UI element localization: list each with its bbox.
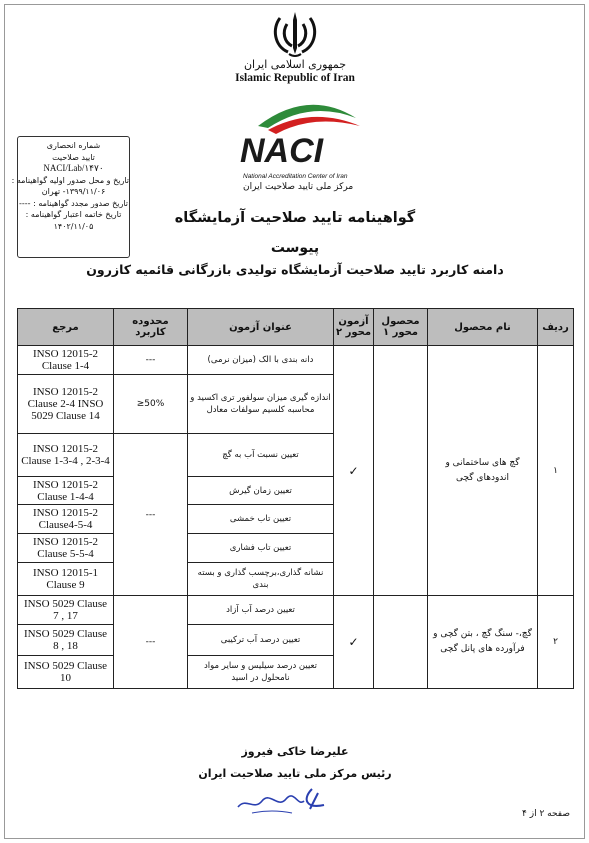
limit-cell: ---	[114, 346, 188, 375]
test-title-cell: تعیین درصد آب آزاد	[188, 596, 334, 625]
header-scope-limit: محدوده کاربرد	[114, 309, 188, 346]
table-row	[18, 596, 574, 625]
naci-logo	[238, 96, 363, 166]
reference-cell: INSO 12015-1 Clause 9	[18, 563, 114, 596]
limit-cell: ---	[114, 596, 188, 689]
info-line: ۱۳۹۹/۱۱/۰۶- تهران	[41, 187, 106, 196]
reference-cell: INSO 12015-2 Clause4-5-4	[18, 505, 114, 534]
limit-cell: ---	[114, 434, 188, 596]
page-number: صفحه ۲ از ۴	[522, 809, 570, 819]
product-axis-cell	[374, 346, 428, 596]
test-title-cell: تعیین درصد سیلیس و سایر مواد نامحلول در اسید	[188, 656, 334, 689]
reference-cell: INSO 5029 Clause 7 , 17	[18, 596, 114, 625]
header-test-axis: آزمون محور ۲	[334, 309, 374, 346]
reference-cell: INSO 12015-2 Clause 1-4-4	[18, 477, 114, 505]
info-line: شماره انحصاری	[46, 141, 101, 150]
republic-persian: جمهوری اسلامی ایران	[243, 58, 347, 71]
row-number-cell: ۲	[538, 596, 574, 689]
header-product-name: نام محصول	[428, 309, 538, 346]
info-line: تاریخ خاتمه اعتبار گواهینامه :	[25, 210, 122, 219]
republic-english: Islamic Republic of Iran	[235, 72, 355, 84]
test-axis-check: ✓	[334, 346, 374, 596]
product-axis-cell	[374, 596, 428, 689]
test-title-cell: تعیین تاب فشاری	[188, 534, 334, 563]
signatory-name: علیرضا خاکی فیروز	[241, 745, 349, 758]
row-number-cell: ۱	[538, 346, 574, 596]
header-test-title: عنوان آزمون	[188, 309, 334, 346]
header-reference: مرجع	[18, 309, 114, 346]
test-title-cell: دانه بندی با الک (میزان نرمی)	[188, 346, 334, 375]
certificate-info-box	[11, 136, 130, 258]
product-name-cell: گچ های ساختمانی و اندودهای گچی	[428, 346, 538, 596]
test-title-cell: اندازه گیری میزان سولفور تری اکسید و محاسبه کلسیم سولفات معادل	[188, 375, 334, 434]
reference-cell: INSO 5029 Clause 10	[18, 656, 114, 689]
scope-title: دامنه کاربرد تایید صلاحیت آزمایشگاه تولیدی بازرگانی قائمیه کازرون	[86, 262, 504, 277]
reference-cell: INSO 12015-2 Clause 1-4	[18, 346, 114, 375]
table-row	[18, 346, 574, 375]
header-product-axis: محصول محور ۱	[374, 309, 428, 346]
handwritten-signature	[232, 785, 332, 815]
naci-persian-name: مرکز ملی تایید صلاحیت ایران	[243, 182, 354, 192]
limit-cell: ≥50%	[114, 375, 188, 434]
naci-logo-text: NACI	[240, 132, 324, 166]
test-title-cell: تعیین زمان گیرش	[188, 477, 334, 505]
test-axis-check: ✓	[334, 596, 374, 689]
naci-english-name: National Accreditation Center of Iran	[243, 173, 348, 180]
test-title-cell: نشانه گذاری،برچسب گذاری و بسته بندی	[188, 563, 334, 596]
test-title-cell: تعیین درصد آب ترکیبی	[188, 625, 334, 656]
reference-cell: INSO 12015-2 Clause 5-5-4	[18, 534, 114, 563]
info-line: تایید صلاحیت	[52, 152, 95, 162]
iran-emblem-icon	[270, 8, 320, 60]
certificate-title: گواهینامه تایید صلاحیت آزمایشگاه	[174, 210, 416, 226]
product-name-cell: گچ،- سنگ گچ ، بتن گچی و فرآورده های پانل گچی	[428, 596, 538, 689]
reference-cell: INSO 5029 Clause 8 , 18	[18, 625, 114, 656]
scope-table	[17, 308, 574, 689]
info-line: تاریخ صدور مجدد گواهینامه : ----	[18, 198, 129, 208]
test-title-cell: تعیین نسبت آب به گچ	[188, 434, 334, 477]
reference-cell: INSO 12015-2 Clause 1-3-4 , 2-3-4	[18, 434, 114, 477]
reference-cell: INSO 12015-2 Clause 2-4 INSO 5029 Clause 14	[18, 375, 114, 434]
test-title-cell: تعیین تاب خمشی	[188, 505, 334, 534]
signatory-position: رئیس مرکز ملی تایید صلاحیت ایران	[198, 767, 392, 780]
annex-title: پیوست	[270, 240, 320, 256]
info-line: ۱۴۰۲/۱۱/۰۵	[53, 221, 94, 231]
info-line: NACI/Lab/۱۴۷۰	[43, 163, 104, 173]
table-header-row	[18, 309, 574, 346]
info-line: تاریخ و محل صدور اولیه گواهینامه :	[11, 175, 129, 185]
header-row-number: ردیف	[538, 309, 574, 346]
